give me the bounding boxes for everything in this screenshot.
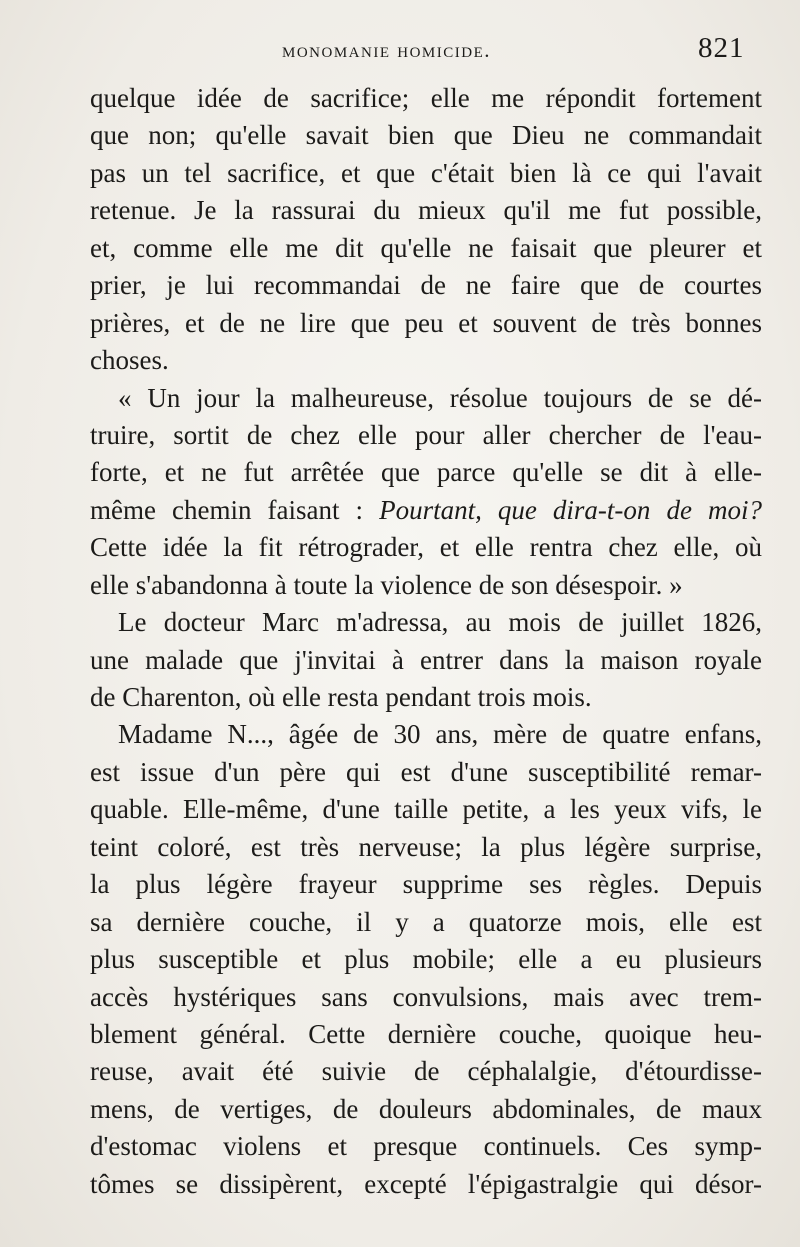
text-line: Le docteur Marc m'adressa, au mois de juillet 1826, (118, 607, 762, 638)
text-line: reuse, avait été suivie de céphalalgie, d'étourdisse- (90, 1056, 762, 1087)
text-line: plus susceptible et plus mobile; elle a eu plusieurs (90, 944, 762, 975)
text-line: mens, de vertiges, de douleurs abdominales, de maux (90, 1093, 762, 1124)
text-line: que non; qu'elle savait bien que Dieu ne commandait (90, 120, 762, 151)
page-number: 821 (698, 32, 745, 64)
text-line: pas un tel sacrifice, et que c'était bien là ce qui l'avait (90, 157, 762, 188)
page-header (0, 30, 800, 70)
text-line: de Charenton, où elle resta pendant trois mois. (90, 682, 592, 712)
text-line-with-italic (90, 492, 762, 529)
text-line: « Un jour la malheureuse, résolue toujours de se dé- (118, 382, 762, 413)
text-line: Cette idée la fit rétrograder, et elle rentra chez elle, où (90, 532, 762, 563)
text-segment: même chemin faisant : (90, 494, 380, 525)
text-line: truire, sortit de chez elle pour aller chercher de l'eau- (90, 419, 762, 450)
running-title: monomanie homicide. (282, 38, 491, 62)
text-line: forte, et ne fut arrêtée que parce qu'elle se dit à elle- (90, 457, 762, 488)
text-line: choses. (90, 345, 169, 376)
text-line: et, comme elle me dit qu'elle ne faisait que pleurer et (90, 232, 762, 263)
text-line: blement général. Cette dernière couche, quoique heu- (90, 1018, 762, 1049)
text-line: la plus légère frayeur supprime ses règles. Depuis (90, 869, 762, 900)
text-line: tômes se dissipèrent, excepté l'épigastralgie qui désor- (90, 1168, 762, 1199)
text-line: accès hystériques sans convulsions, mais avec trem- (90, 981, 762, 1012)
text-line: sa dernière couche, il y a quatorze mois, elle est (90, 906, 762, 937)
text-line: prier, je lui recommandai de ne faire que de courtes (90, 270, 762, 301)
text-line: quelque idée de sacrifice; elle me répondit fortement (90, 83, 762, 113)
text-line: retenue. Je la rassurai du mieux qu'il me fut possible, (90, 195, 762, 226)
text-line: prières, et de ne lire que peu et souvent de très bonnes (90, 307, 762, 338)
text-line: teint coloré, est très nerveuse; la plus légère surprise, (90, 831, 762, 862)
text-line: elle s'abandonna à toute la violence de son désespoir. » (90, 569, 683, 600)
text-line: d'estomac violens et presque continuels. Ces symp- (90, 1131, 762, 1162)
text-line: une malade que j'invitai à entrer dans la maison royale (90, 644, 762, 675)
text-line: quable. Elle-même, d'une taille petite, a les yeux vifs, le (90, 794, 762, 825)
italic-phrase: Pourtant, que dira-t-on de moi? (379, 494, 762, 525)
text-line: Madame N..., âgée de 30 ans, mère de quatre enfans, (118, 719, 762, 750)
text-line: est issue d'un père qui est d'une susceptibilité remar- (90, 756, 762, 787)
body-text (90, 80, 762, 1203)
